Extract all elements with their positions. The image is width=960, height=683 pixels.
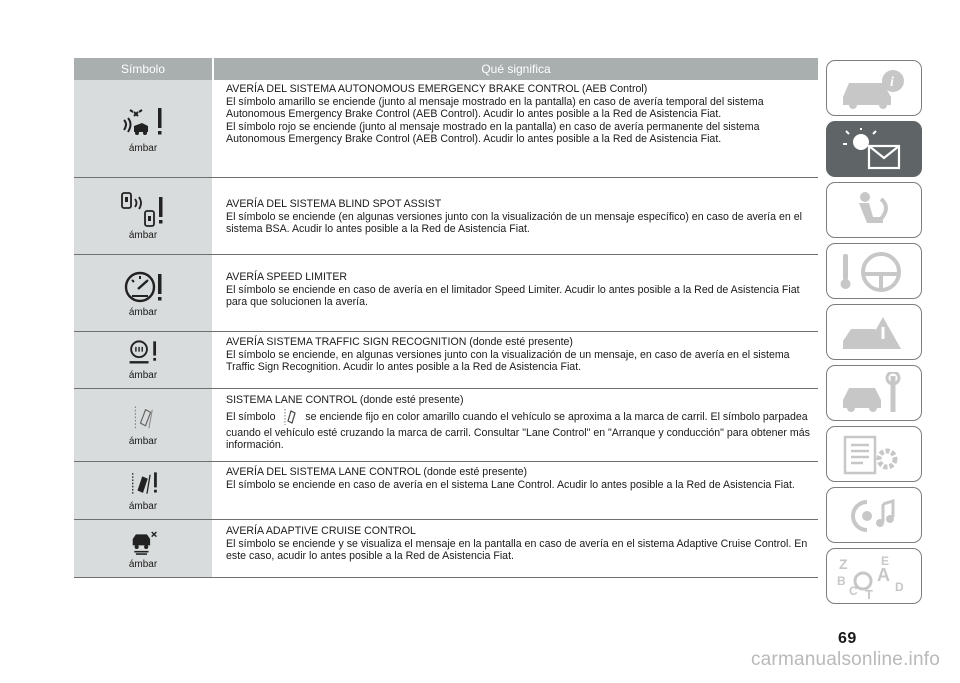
symbol-cell bbox=[74, 520, 212, 577]
index-letter: Z bbox=[839, 556, 848, 572]
index-letter: B bbox=[837, 574, 846, 588]
table-row bbox=[74, 80, 818, 178]
row-paragraph: El símbolo rojo se enciende (junto al mensaje mostrado en la pantalla) en caso de avería permanente del sistema Autonomous Emergency Brake Control (AEB Control). Acudir lo antes posible a la Red de Asistencia Fiat. bbox=[226, 120, 760, 146]
symbol-cell bbox=[74, 389, 212, 461]
row-title: AVERÍA DEL SISTEMA BLIND SPOT ASSIST bbox=[226, 198, 442, 210]
lane-control-fault-icon bbox=[120, 470, 166, 500]
technical-data-gear-icon bbox=[837, 433, 911, 477]
symbol-color-label: ámbar bbox=[128, 436, 158, 447]
meaning-cell bbox=[212, 178, 818, 254]
row-paragraph: El símbolo amarillo se enciende (junto al mensaje mostrado en la pantalla) en caso de avería temporal del sistema Autonomous Emergency Brake Control (AEB Control). Acudir lo antes posible a la Red de Asistencia Fiat. bbox=[226, 95, 764, 121]
row-title: AVERÍA SPEED LIMITER bbox=[226, 271, 348, 283]
tab-warning-lights[interactable] bbox=[826, 121, 922, 177]
symbol-cell bbox=[74, 255, 212, 331]
symbol-cell bbox=[74, 80, 212, 177]
index-letter: A bbox=[877, 565, 890, 585]
lane-control-inline-icon bbox=[282, 407, 298, 427]
svg-text:i: i bbox=[890, 75, 894, 90]
symbol-color-label: ámbar bbox=[128, 307, 158, 318]
table-header bbox=[74, 58, 818, 80]
car-info-icon bbox=[837, 67, 911, 111]
traffic-sign-fault-icon bbox=[120, 339, 166, 369]
symbol-cell bbox=[74, 332, 212, 388]
symbol-cell bbox=[74, 178, 212, 254]
row-title: SISTEMA LANE CONTROL (donde esté presente) bbox=[226, 394, 464, 406]
index-letter: E bbox=[881, 555, 890, 568]
warning-light-message-icon bbox=[837, 128, 911, 172]
meaning-cell bbox=[212, 332, 818, 388]
tab-multimedia[interactable] bbox=[826, 487, 922, 543]
multimedia-icon bbox=[837, 494, 911, 538]
symbol-color-label: ámbar bbox=[128, 370, 158, 381]
meaning-cell bbox=[212, 255, 818, 331]
blind-spot-fault-icon bbox=[120, 191, 166, 229]
text-after-icon: se enciende fijo en color amarillo cuando el vehículo se aproxima a la marca de carril. El símbolo parpadea cuando el vehículo esté cruzando la marca de carril. Consultar "Lane Control" en "Arranque y conducción" para obtener más información. bbox=[226, 410, 810, 452]
meaning-cell bbox=[212, 80, 818, 177]
aeb-fault-icon bbox=[120, 104, 166, 142]
tab-car-info[interactable] bbox=[826, 60, 922, 116]
lane-control-icon bbox=[120, 403, 166, 435]
text-before-icon: El símbolo bbox=[226, 410, 276, 423]
index-letter: C bbox=[849, 584, 858, 598]
watermark: carmanualsonline.info bbox=[750, 649, 940, 670]
symbol-color-label: ámbar bbox=[128, 142, 158, 154]
row-paragraph: El símbolo se enciende, en algunas versiones junto con la visualización de un mensaje, en caso de avería en el sistema Traffic Sign Recognition. Acudir lo antes posible a la Red de Asistencia Fiat. bbox=[226, 348, 790, 374]
seat-airbag-icon bbox=[837, 189, 911, 233]
table-row bbox=[74, 332, 818, 389]
meaning-cell bbox=[212, 389, 818, 461]
table-row bbox=[74, 462, 818, 520]
row-paragraph bbox=[226, 407, 818, 452]
speed-limiter-fault-icon bbox=[120, 268, 166, 306]
index-letter: T bbox=[865, 587, 873, 599]
emergency-warning-triangle-icon bbox=[837, 311, 911, 355]
header-symbol: Símbolo bbox=[120, 62, 166, 76]
chapter-tabs bbox=[826, 60, 930, 609]
table-row bbox=[74, 520, 818, 578]
index-letter: D bbox=[895, 580, 904, 594]
warning-lights-table bbox=[74, 58, 818, 578]
tab-safety[interactable] bbox=[826, 182, 922, 238]
page-number: 69 bbox=[838, 630, 857, 647]
tab-technical-data[interactable] bbox=[826, 426, 922, 482]
symbol-cell bbox=[74, 462, 212, 519]
tab-index[interactable] bbox=[826, 548, 922, 604]
row-paragraph: El símbolo se enciende y se visualiza el mensaje en la pantalla en caso de avería en el sistema Adaptive Cruise Control. En este caso, acudir lo antes posible a la Red de Asistencia Fiat. bbox=[226, 537, 808, 563]
row-title: AVERÍA DEL SISTEMA LANE CONTROL (donde esté presente) bbox=[226, 466, 528, 478]
symbol-color-label: ámbar bbox=[128, 558, 158, 570]
table-row bbox=[74, 389, 818, 462]
symbol-color-label: ámbar bbox=[128, 500, 158, 512]
row-paragraph: El símbolo se enciende en caso de avería en el sistema Lane Control. Acudir lo antes posible a la Red de Asistencia Fiat. bbox=[226, 478, 795, 491]
table-row bbox=[74, 178, 818, 255]
row-title: AVERÍA DEL SISTEMA AUTONOMOUS EMERGENCY BRAKE CONTROL (AEB Control) bbox=[226, 83, 648, 95]
tab-maintenance[interactable] bbox=[826, 365, 922, 421]
tab-starting-driving[interactable] bbox=[826, 243, 922, 299]
car-wrench-icon bbox=[837, 372, 911, 416]
table-row bbox=[74, 255, 818, 332]
tab-emergency[interactable] bbox=[826, 304, 922, 360]
header-meaning: Qué significa bbox=[212, 58, 818, 80]
row-paragraph: El símbolo se enciende en caso de avería en el limitador Speed Limiter. Acudir lo antes posible a la Red de Asistencia Fiat para que solucionen la avería. bbox=[226, 283, 800, 309]
symbol-color-label: ámbar bbox=[128, 230, 158, 241]
alphabetical-index-icon bbox=[837, 555, 911, 599]
meaning-cell bbox=[212, 520, 818, 577]
meaning-cell bbox=[212, 462, 818, 519]
steering-wheel-key-icon bbox=[837, 250, 911, 294]
row-title: AVERÍA SISTEMA TRAFFIC SIGN RECOGNITION (donde esté presente) bbox=[226, 336, 573, 348]
row-title: AVERÍA ADAPTIVE CRUISE CONTROL bbox=[226, 525, 416, 537]
row-paragraph: El símbolo se enciende (en algunas versiones junto con la visualización de un mensaje específico) en caso de avería en el sistema BSA. Acudir lo antes posible a la Red de Asistencia Fiat. bbox=[226, 210, 802, 236]
adaptive-cruise-fault-icon bbox=[120, 528, 166, 558]
